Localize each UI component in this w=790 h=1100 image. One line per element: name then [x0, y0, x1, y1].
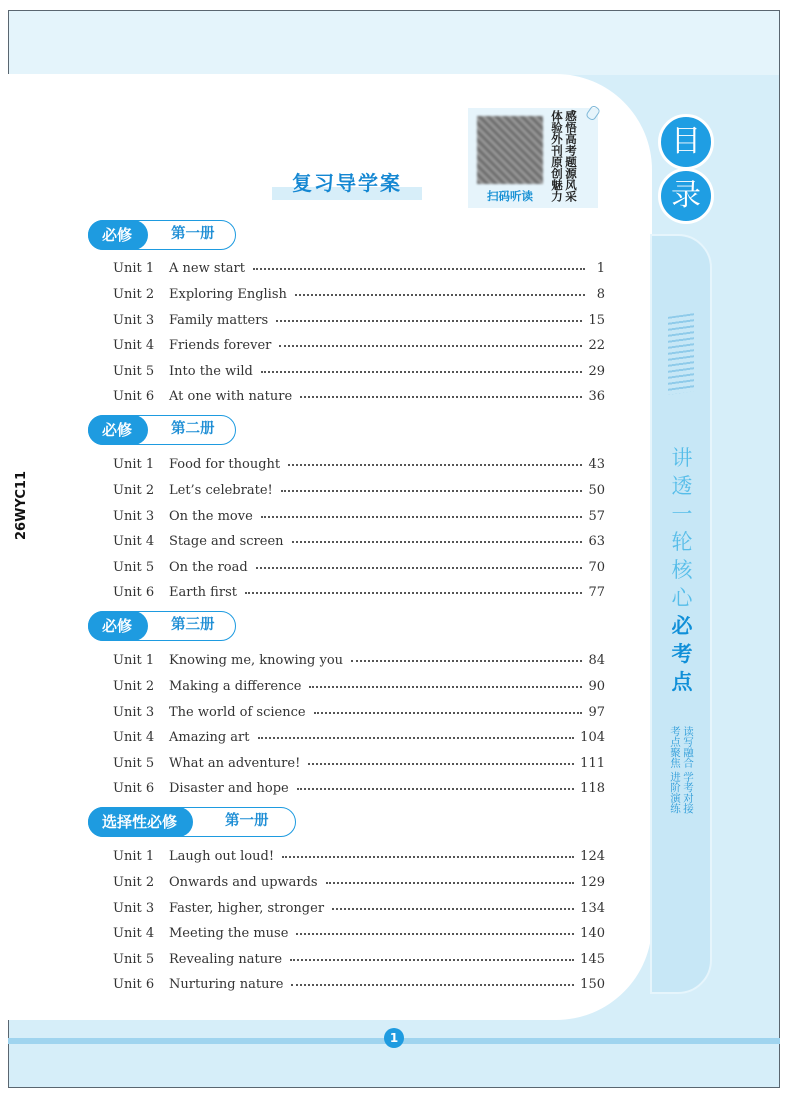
unit-number: Unit 5 [113, 755, 155, 771]
section-header [88, 611, 236, 641]
side-code: 26WYC11 [14, 470, 29, 540]
unit-number: Unit 2 [113, 482, 155, 498]
unit-title: Knowing me, knowing you [169, 652, 344, 668]
unit-title: Meeting the muse [169, 925, 289, 941]
slogan-char: 轮 [671, 530, 693, 554]
toc-row[interactable] [113, 481, 605, 499]
toc-row[interactable] [113, 924, 605, 942]
leader-dots [297, 788, 574, 790]
leader-dots [326, 882, 575, 884]
unit-title: The world of science [169, 704, 306, 720]
toc-row[interactable] [113, 455, 605, 473]
page-ref: 50 [588, 482, 605, 498]
slogan-char: 核 [671, 558, 693, 582]
toc-row[interactable] [113, 975, 605, 993]
page-ref: 43 [588, 456, 605, 472]
unit-number: Unit 1 [113, 456, 155, 472]
leader-dots [292, 541, 583, 543]
toc-row[interactable] [113, 779, 605, 797]
slogan-char-bold: 必 [671, 614, 693, 638]
unit-title: Making a difference [169, 678, 302, 694]
leader-dots [282, 856, 574, 858]
unit-title: A new start [169, 260, 245, 276]
unit-number: Unit 2 [113, 874, 155, 890]
unit-title: Let’s celebrate! [169, 482, 273, 498]
section-header [88, 415, 236, 445]
toc-row[interactable] [113, 847, 605, 865]
page-ref: 104 [580, 729, 605, 745]
unit-number: Unit 6 [113, 976, 155, 992]
toc-row[interactable] [113, 873, 605, 891]
qr-slogan: 感悟高考题源风采体验外刊原创魅力 [550, 110, 578, 202]
page-ref: 97 [588, 704, 605, 720]
page-ref: 29 [588, 363, 605, 379]
page-ref: 57 [588, 508, 605, 524]
page-ref: 77 [588, 584, 605, 600]
unit-number: Unit 4 [113, 925, 155, 941]
top-band [9, 11, 779, 75]
page-number: 1 [384, 1028, 404, 1048]
leader-dots [296, 933, 574, 935]
sub-slogan-line: 读写融合 学考对接 [682, 726, 694, 814]
page-ref: 118 [580, 780, 605, 796]
sub-slogan [668, 726, 694, 822]
mulu-char-1: 目 [658, 114, 714, 170]
slogan-char-bold: 点 [671, 670, 693, 694]
section-label: 必修 [88, 415, 148, 445]
leader-dots [261, 371, 583, 373]
section-header [88, 807, 296, 837]
toc-row[interactable] [113, 311, 605, 329]
unit-number: Unit 6 [113, 584, 155, 600]
toc-row[interactable] [113, 362, 605, 380]
unit-number: Unit 3 [113, 704, 155, 720]
leader-dots [279, 345, 582, 347]
leader-dots [290, 959, 574, 961]
unit-title: Earth first [169, 584, 237, 600]
page-ref: 129 [580, 874, 605, 890]
toc-row[interactable] [113, 507, 605, 525]
page-ref: 84 [588, 652, 605, 668]
leader-dots [351, 660, 582, 662]
unit-title: Family matters [169, 312, 269, 328]
toc-row[interactable] [113, 703, 605, 721]
unit-title: Nurturing nature [169, 976, 284, 992]
unit-number: Unit 4 [113, 337, 155, 353]
toc-row[interactable] [113, 558, 605, 576]
unit-number: Unit 4 [113, 729, 155, 745]
page-ref: 111 [580, 755, 605, 771]
slogan-char: 透 [671, 474, 693, 498]
unit-number: Unit 5 [113, 951, 155, 967]
toc-row[interactable] [113, 285, 605, 303]
unit-number: Unit 3 [113, 900, 155, 916]
section-label: 必修 [88, 611, 148, 641]
slogan-char: 心 [671, 586, 693, 610]
page-ref: 1 [596, 260, 605, 276]
slogan [668, 444, 696, 696]
leader-dots [300, 396, 582, 398]
toc-row[interactable] [113, 728, 605, 746]
leader-dots [309, 686, 582, 688]
toc-row[interactable] [113, 336, 605, 354]
toc-row[interactable] [113, 259, 605, 277]
page-ref: 145 [580, 951, 605, 967]
unit-number: Unit 6 [113, 388, 155, 404]
toc-row[interactable] [113, 754, 605, 772]
page-ref: 15 [588, 312, 605, 328]
qr-code-icon[interactable] [477, 116, 543, 184]
unit-title: Stage and screen [169, 533, 284, 549]
unit-number: Unit 1 [113, 652, 155, 668]
leader-dots [258, 737, 575, 739]
unit-title: Onwards and upwards [169, 874, 318, 890]
leader-dots [291, 984, 574, 986]
unit-title: Food for thought [169, 456, 281, 472]
section-volume: 第一册 [225, 813, 269, 829]
toc-row[interactable] [113, 899, 605, 917]
leader-dots [281, 490, 583, 492]
page-ref: 63 [588, 533, 605, 549]
unit-number: Unit 6 [113, 780, 155, 796]
qr-label: 扫码听读 [487, 189, 533, 203]
unit-number: Unit 2 [113, 286, 155, 302]
page-ref: 150 [580, 976, 605, 992]
leader-dots [256, 567, 583, 569]
page-title-box [272, 168, 422, 200]
leader-dots [314, 712, 583, 714]
page-ref: 140 [580, 925, 605, 941]
section-volume: 第三册 [171, 617, 215, 633]
unit-title: On the move [169, 508, 253, 524]
toc-row[interactable] [113, 583, 605, 601]
toc-row[interactable] [113, 387, 605, 405]
unit-title: Amazing art [169, 729, 250, 745]
leader-dots [288, 464, 582, 466]
slogan-char: 一 [671, 502, 693, 526]
section-header [88, 220, 236, 250]
page-ref: 36 [588, 388, 605, 404]
unit-title: On the road [169, 559, 248, 575]
slogan-char-bold: 考 [671, 642, 693, 666]
unit-title: Disaster and hope [169, 780, 289, 796]
page-title: 复习导学案 [292, 171, 402, 195]
toc-row[interactable] [113, 677, 605, 695]
unit-title: Laugh out loud! [169, 848, 275, 864]
unit-title: Into the wild [169, 363, 253, 379]
page-ref: 8 [596, 286, 605, 302]
page-ref: 124 [580, 848, 605, 864]
unit-number: Unit 2 [113, 678, 155, 694]
unit-title: Exploring English [169, 286, 287, 302]
unit-title: At one with nature [169, 388, 293, 404]
mulu-char-2: 录 [658, 168, 714, 224]
section-volume: 第二册 [171, 421, 215, 437]
page-ref: 22 [588, 337, 605, 353]
toc-row[interactable] [113, 532, 605, 550]
unit-title: Faster, higher, stronger [169, 900, 325, 916]
unit-number: Unit 4 [113, 533, 155, 549]
unit-number: Unit 1 [113, 848, 155, 864]
slogan-char: 讲 [671, 446, 693, 470]
leader-dots [253, 268, 585, 270]
unit-title: Friends forever [169, 337, 272, 353]
leader-dots [308, 763, 574, 765]
unit-number: Unit 5 [113, 559, 155, 575]
toc-row[interactable] [113, 651, 605, 669]
unit-title: What an adventure! [169, 755, 301, 771]
leader-dots [245, 592, 582, 594]
leader-dots [276, 320, 582, 322]
leader-dots [295, 294, 585, 296]
page-ref: 134 [580, 900, 605, 916]
section-label: 必修 [88, 220, 148, 250]
leader-dots [332, 908, 574, 910]
decorative-stripes [668, 313, 694, 395]
page-ref: 90 [588, 678, 605, 694]
leader-dots [261, 516, 583, 518]
unit-number: Unit 1 [113, 260, 155, 276]
unit-number: Unit 5 [113, 363, 155, 379]
unit-title: Revealing nature [169, 951, 283, 967]
toc-row[interactable] [113, 950, 605, 968]
unit-number: Unit 3 [113, 312, 155, 328]
section-volume: 第一册 [171, 226, 215, 242]
section-label: 选择性必修 [88, 807, 193, 837]
unit-number: Unit 3 [113, 508, 155, 524]
sub-slogan-line: 考点聚焦 进阶演练 [669, 726, 681, 814]
page-ref: 70 [588, 559, 605, 575]
